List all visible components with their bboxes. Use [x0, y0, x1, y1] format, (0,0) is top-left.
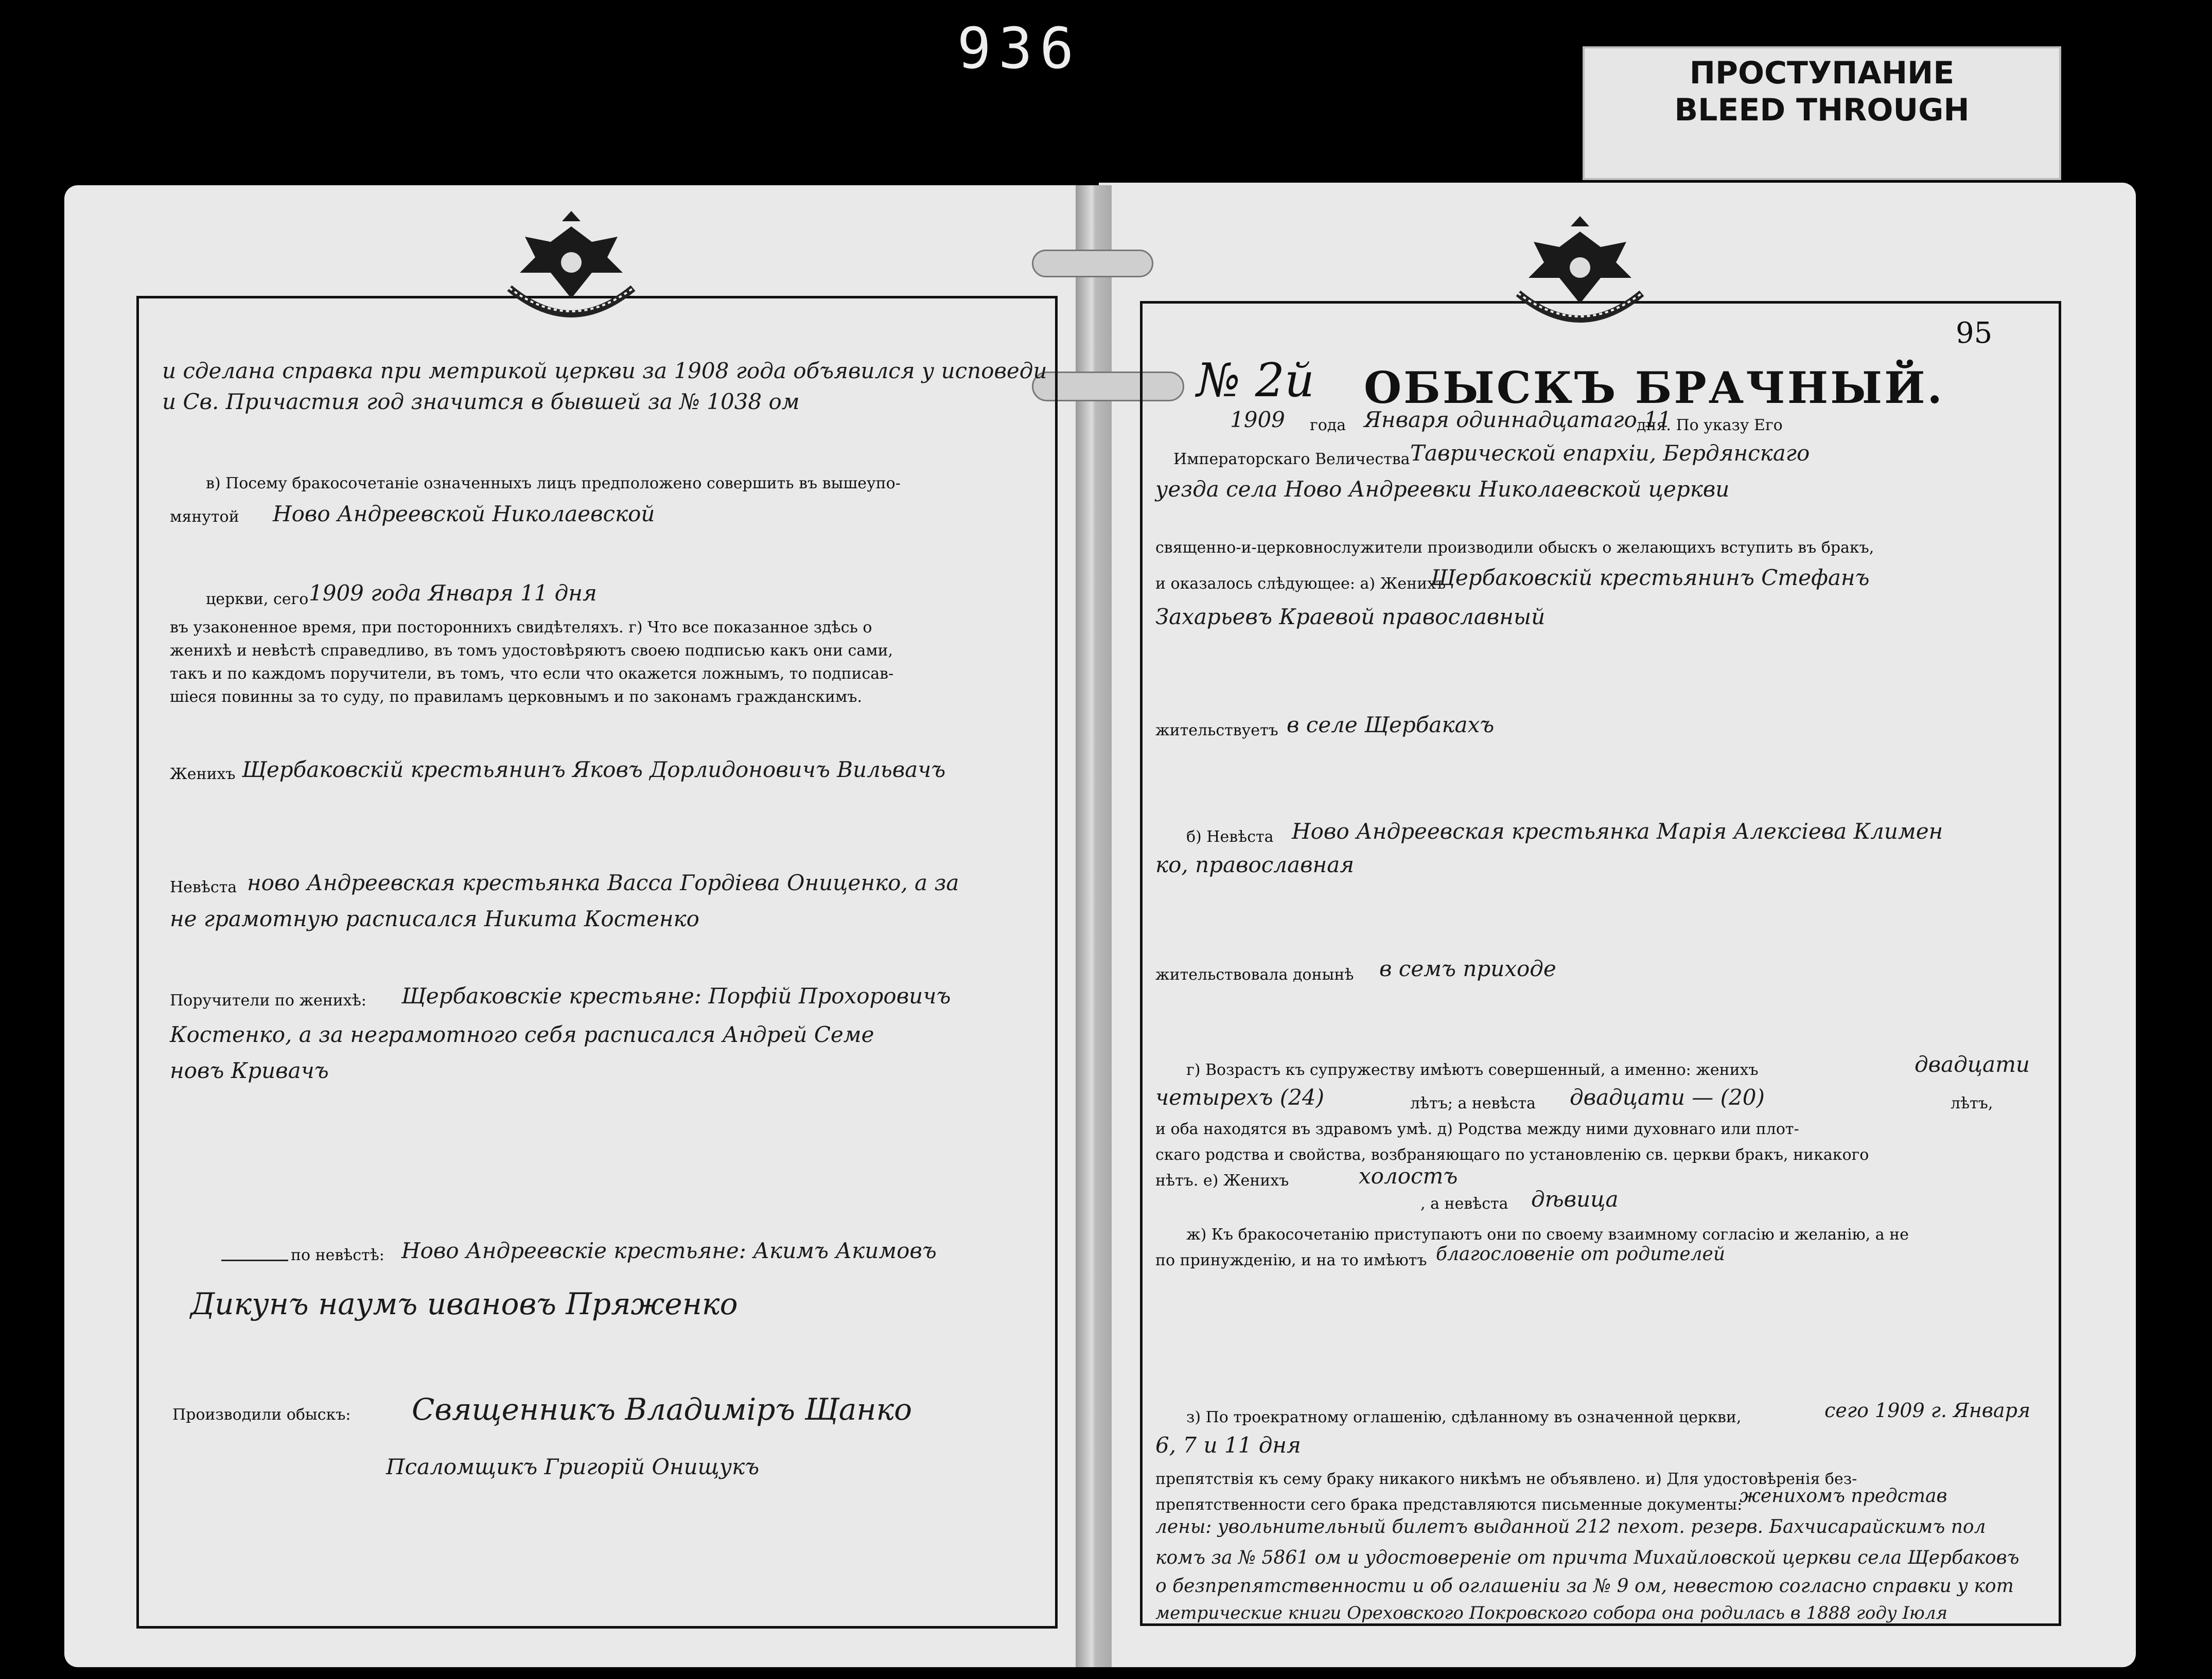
consent-line-2-label: по принужденію, и на то имѣютъ [1155, 1251, 1427, 1269]
bride-sureties-label: по невѣстѣ: [291, 1246, 384, 1264]
left-page-border [136, 296, 1058, 1629]
investigators-line-1: Священникъ Владиміръ Щанко [412, 1392, 912, 1427]
consent-line-1: ж) Къ бракосочетанію приступаютъ они по своему взаимному согласію и желанію, а не [1186, 1226, 1909, 1244]
clause-v-line-2-label: мянутой [170, 508, 239, 526]
folio-number: 95 [1956, 316, 1993, 350]
book-gutter [1076, 185, 1112, 1667]
bride-age: двадцати — (20) [1570, 1085, 1765, 1110]
double-headed-eagle-emblem-left [494, 206, 648, 319]
groom-origin: Щербаковскій крестьянинъ Стефанъ [1431, 565, 1870, 590]
groom-status: холостъ [1359, 1163, 1458, 1189]
age-line-1: г) Возрастъ къ супружеству имѣютъ совершенный, а именно: женихъ [1186, 1061, 1759, 1079]
top-note-line-1: и сделана справка при метрикой церкви за 1908 года объявился у исповеди [162, 358, 1047, 383]
church-date: 1909 года Января 11 дня [309, 580, 597, 606]
clause-g-line-2: женихѣ и невѣстѣ справедливо, въ томъ удостовѣряютъ своею подписью какъ они сами, [170, 642, 893, 660]
bride-sureties-dash [221, 1260, 288, 1261]
right-bride-line-2: ко, православная [1155, 852, 1355, 877]
clause-v-line-2-church: Ново Андреевской Николаевской [273, 501, 655, 526]
age-line-4: скаго родства и свойства, возбраняющаго по установленію св. церкви бракъ, никакого [1155, 1146, 1869, 1164]
binding-stitch-top [1032, 250, 1153, 277]
groom-residence-label: жительствуетъ [1155, 721, 1278, 739]
groom-sureties-line-3: новъ Кривачъ [170, 1058, 329, 1083]
record-decree: дня. По указу Его [1637, 416, 1783, 434]
bleed-through-label [1583, 46, 2061, 180]
groom-name: Щербаковскій крестьянинъ Яковъ Дорлидоновичъ Вильвачъ [242, 757, 946, 782]
right-bride-label: б) Невѣста [1186, 828, 1274, 846]
document-title: ОБЫСКЪ БРАЧНЫЙ. [1364, 362, 1944, 413]
bride-sureties-line-1: Ново Андреевскіе крестьяне: Акимъ Акимовъ [401, 1238, 937, 1263]
groom-sureties-line-1: Щербаковскіе крестьяне: Порфій Прохоровичъ [401, 983, 951, 1009]
clergy-line: священно-и-церковнослужители производили обыскъ о желающихъ вступить въ бракъ, [1155, 539, 1874, 557]
documents-line-5: метрические книги Ореховского Покровского собора она родилась в 1888 году Іюля [1155, 1603, 1947, 1623]
double-headed-eagle-emblem-right [1503, 211, 1657, 324]
banns-line-3: препятствія къ сему браку никакого никѣмъ не объявлено. и) Для удостовѣренія без- [1155, 1470, 1857, 1488]
groom-status-label: нѣтъ. е) Женихъ [1155, 1172, 1289, 1190]
right-bride-line-1: Ново Андреевская крестьянка Марія Алексіева Климен [1292, 819, 1943, 844]
clause-g-line-3: такъ и по каждомъ поручители, въ томъ, что если что окажется ложнымъ, то подписав- [170, 665, 894, 683]
record-year-label: года [1310, 416, 1346, 434]
documents-line-4: о безпрепятственности и об оглашеніи за № 9 ом, невестою согласно справки у кот [1155, 1576, 2014, 1597]
groom-sureties-line-2: Костенко, а за неграмотного себя расписался Андрей Семе [170, 1022, 874, 1047]
groom-age-2: четырехъ (24) [1155, 1085, 1325, 1110]
bride-label: Невѣста [170, 878, 237, 896]
record-year: 1909 [1230, 407, 1285, 432]
documents-line-2: лены: увольнительный билетъ выданной 212 пехот. резерв. Бахчисарайскимъ пол [1155, 1516, 1986, 1537]
bride-residence: в семъ приходе [1379, 956, 1556, 981]
bride-sureties-line-2: Дикунъ наумъ ивановъ Пряженко [190, 1286, 738, 1321]
groom-residence: в селе Щербакахъ [1287, 712, 1495, 737]
age-line-2b: лѣтъ, [1951, 1094, 1993, 1112]
documents-line-3: комъ за № 5861 ом и удостовереніе от причта Михайловской церкви села Щербаковъ [1155, 1547, 2020, 1568]
parental-blessing: благословеніе от родителей [1436, 1244, 1726, 1265]
groom-age: двадцати [1915, 1052, 2030, 1077]
documents-line-1: женихомъ представ [1740, 1486, 1947, 1507]
frame-number: 936 [957, 15, 1081, 81]
age-line-2a: лѣтъ; а невѣста [1410, 1094, 1536, 1112]
banns-days: 6, 7 и 11 дня [1155, 1433, 1301, 1458]
parish-name: уезда села Ново Андреевки Николаевской церкви [1155, 476, 1730, 502]
banns-line-4-label: препятственности сего брака представляются письменные документы: [1155, 1496, 1743, 1514]
bleed-label-line2: BLEED THROUGH [1674, 92, 1970, 128]
clause-v-line-1: в) Посему бракосочетаніе означенныхъ лицъ предположено совершить въ вышеупо- [206, 474, 901, 492]
bride-name-line-2: не грамотную расписался Никита Костенко [170, 906, 699, 931]
eparchy-name: Таврической епархіи, Бердянскаго [1410, 440, 1810, 466]
investigators-label: Производили обыскъ: [172, 1406, 351, 1424]
groom-full-name: Захарьевъ Краевой православный [1155, 604, 1546, 629]
banns-date: сего 1909 г. Января [1824, 1399, 2031, 1422]
bride-name-line-1: ново Андреевская крестьянка Васса Гордіева Ониценко, а за [247, 870, 959, 895]
age-line-3: и оба находятся въ здравомъ умѣ. д) Родства между ними духовнаго или плот- [1155, 1120, 1799, 1138]
record-day: Января одиннадцатаго 11 [1364, 407, 1672, 432]
banns-line-1: з) По троекратному оглашенію, сдѣланному въ означенной церкви, [1186, 1408, 1742, 1426]
groom-sureties-label: Поручители по женихѣ: [170, 992, 366, 1010]
imperial-majesty: Императорскаго Величества [1173, 450, 1410, 468]
found-line-label: и оказалось слѣдующее: а) Женихъ [1155, 575, 1446, 593]
top-note-line-2: и Св. Причастия год значится в бывшей за № 1038 ом [162, 389, 800, 414]
church-label: церкви, сего [206, 590, 309, 608]
clause-g-line-1: въ узаконенное время, при постороннихъ свидѣтеляхъ. г) Что все показанное здѣсь о [170, 618, 872, 637]
bride-status-label: , а невѣста [1420, 1195, 1508, 1213]
groom-label: Женихъ [170, 765, 236, 783]
clause-g-line-4: шіеся повинны за то суду, по правиламъ церковнымъ и по законамъ гражданскимъ. [170, 688, 863, 706]
bleed-label-line1: ПРОСТУПАНИЕ [1689, 55, 1955, 91]
bride-status: дѣвица [1531, 1187, 1619, 1212]
investigators-line-2: Псаломщикъ Григорій Онищукъ [386, 1454, 760, 1479]
record-number: № 2й [1197, 354, 1314, 408]
bride-residence-label: жительствовала донынѣ [1155, 966, 1354, 984]
